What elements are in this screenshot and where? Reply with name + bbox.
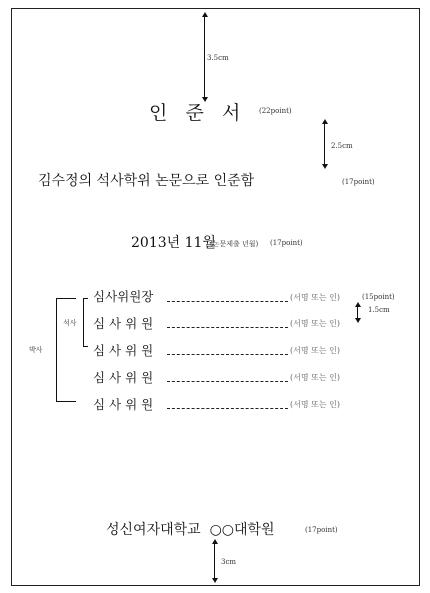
phd-bracket-bottom	[56, 401, 76, 402]
row-gap-arrow-head-down	[355, 318, 361, 323]
signature-note: (서명 또는 인)	[290, 400, 340, 409]
row-gap-label: 1.5cm	[368, 306, 390, 314]
signature-line	[167, 327, 288, 328]
phd-label: 박사	[29, 346, 43, 354]
phd-bracket-top	[56, 298, 76, 299]
thesis-approval-page	[11, 8, 420, 586]
signature-note: (서명 또는 인)	[290, 346, 340, 355]
committee-title: 심 사 위 원	[93, 343, 154, 358]
signature-line	[167, 301, 288, 302]
date-size-note: (17point)	[270, 239, 303, 247]
approval-date: 2013년 11월	[131, 235, 216, 251]
row-gap-arrow-head-up	[355, 302, 361, 307]
masters-bracket-vertical	[83, 298, 84, 347]
top-margin-arrow-head-up	[202, 12, 208, 17]
title-gap-arrow-head-down	[322, 164, 328, 169]
masters-label: 석사	[63, 319, 77, 327]
signature-note: (서명 또는 인)	[290, 293, 340, 302]
signature-note: (서명 또는 인)	[290, 319, 340, 328]
title-gap-label: 2.5cm	[331, 142, 353, 150]
top-margin-arrow-line	[204, 15, 205, 99]
bottom-margin-arrow-line	[214, 542, 215, 580]
bottom-margin-arrow-head-down	[212, 578, 218, 583]
bottom-margin-arrow-head-up	[212, 539, 218, 544]
footer-size-note: (17point)	[305, 526, 338, 534]
committee-title: 심 사 위 원	[93, 397, 154, 412]
bottom-margin-label: 3cm	[221, 558, 237, 566]
committee-title: 심 사 위 원	[93, 370, 154, 385]
committee-title: 심 사 위 원	[93, 316, 154, 331]
signature-line	[167, 354, 288, 355]
signature-line	[167, 381, 288, 382]
committee-title: 심사위원장	[93, 289, 154, 304]
approval-statement: 김수정의 석사학위 논문으로 인준함	[38, 173, 255, 189]
title-size-note: (22point)	[259, 107, 292, 115]
signature-note: (서명 또는 인)	[290, 373, 340, 382]
title-gap-arrow-head-up	[322, 119, 328, 124]
masters-bracket-bottom	[83, 346, 88, 347]
school-name: 성신여자대학교 ○○대학원	[106, 522, 275, 538]
signature-line	[167, 408, 288, 409]
date-note: (논문제출 년월)	[210, 240, 259, 248]
approval-size-note: (17point)	[342, 178, 375, 186]
title-gap-arrow-line	[324, 122, 325, 166]
committee-font-note: (15point)	[362, 293, 395, 301]
page-title: 인 준 서	[149, 102, 241, 124]
top-margin-label: 3.5cm	[207, 54, 229, 62]
phd-bracket-vertical	[56, 298, 57, 402]
